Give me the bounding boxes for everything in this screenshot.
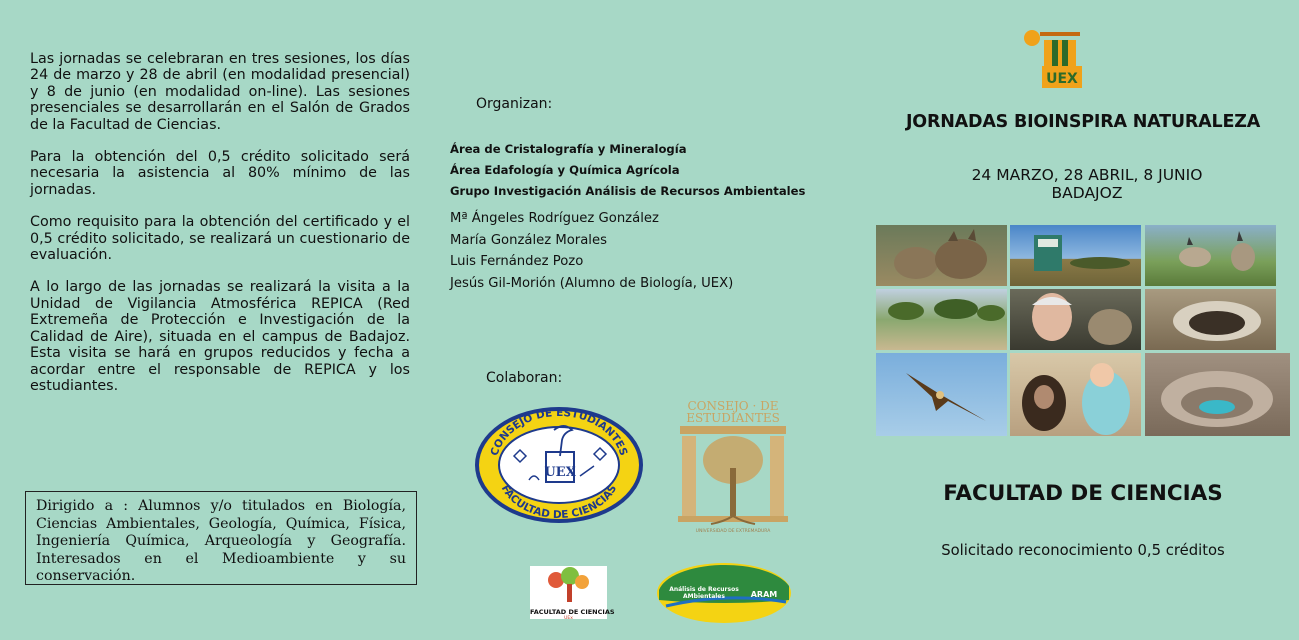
tree-icon [530,566,607,604]
organizer-area: Grupo Investigación Análisis de Recursos Ambientales [450,184,806,198]
eagle-photo [876,353,1007,436]
dates-line: 24 MARZO, 28 ABRIL, 8 JUNIO [971,166,1203,184]
chimp-icon [1010,353,1141,436]
target-audience-box: Dirigido a : Alumnos y/o titulados en Biología, Ciencias Ambientales, Geología, Química, Física, Ingeniería Química, Arqueología y Geografía. Interesados en el Medioambiente y su conservación. [25,491,417,585]
sessions-paragraph: Las jornadas se celebraran en tres sesiones, los días 24 de marzo y 28 de abril (en modalidad presencial) y 8 de junio (en modalidad on-line). Las sesiones presenciales se desarrollarán en el Salón de Grados de la Facultad de Ciencias. [30,51,410,133]
evaluation-paragraph: Como requisito para la obtención del certificado y el 0,5 crédito solicitado, se realizará un cuestionario de evaluación. [30,214,410,264]
svg-text:CONSEJO · DE: CONSEJO · DE [687,399,779,413]
dehesa-photo [876,289,1007,350]
svg-text:UEX: UEX [544,465,576,480]
wolf-icon [876,225,1007,286]
svg-text:CONSEJO DE ESTUDIANTES: CONSEJO DE ESTUDIANTES [488,406,630,458]
facultad-ciencias-logo: FACULTAD DE CIENCIAS UEx [530,566,607,619]
mine-icon [1145,353,1290,436]
visit-paragraph: A lo largo de las jornadas se realizará la visita a la Unidad de Vigilancia Atmosférica REPICA (Red Extremeña de Protección e Investigación de la Calidad de Aire), situada en el campus de Badajoz. Esta visita se hará en grupos reducidos y fecha a acordar entre el responsable de REPICA y los estudiantes. [30,279,410,394]
info-text [30,51,410,410]
trees-icon [876,289,1007,350]
hole-icon [1145,289,1276,350]
svg-text:ARAM: ARAM [750,590,778,599]
svg-text:ESTUDIANTES: ESTUDIANTES [686,411,780,425]
svg-text:FACULTAD DE CIENCIAS: FACULTAD DE CIENCIAS [498,482,620,522]
person-icon [1010,289,1141,350]
consejo-estudiantes-tree-logo [670,398,796,536]
colaboran-label: Colaboran: [486,370,563,386]
organizan-label: Organizan: [476,96,553,112]
aram-logo [656,562,792,624]
credits-note: Solicitado reconocimiento 0,5 créditos [941,542,1225,559]
lynx-photo [1145,225,1276,286]
sign-icon [1010,225,1141,286]
organizers-list [450,139,805,294]
organizer-area: Área Edafología y Química Agrícola [450,163,680,177]
organizer-person: María González Morales [450,232,607,248]
organizer-area: Área de Cristalografía y Mineralogía [450,142,687,156]
facultad-heading: FACULTAD DE CIENCIAS [943,481,1223,506]
lynx-icon [1145,225,1276,286]
park-sign-photo [1010,225,1141,286]
consejo-estudiantes-seal-logo [474,406,644,524]
sinkhole-photo [1145,289,1276,350]
event-dates [880,166,1294,202]
svg-text:UNIVERSIDAD DE EXTREMADURA: UNIVERSIDAD DE EXTREMADURA [695,529,771,534]
open-pit-mine-photo [1145,353,1290,436]
uex-logo [1022,26,1084,90]
organizer-person: Mª Ángeles Rodríguez González [450,211,659,226]
man-with-cat-photo [1010,289,1141,350]
wolves-photo [876,225,1007,286]
location-line: BADAJOZ [1051,184,1123,202]
svg-text:Análisis de Recursos: Análisis de Recursos [669,586,739,593]
attendance-paragraph: Para la obtención del 0,5 crédito solicitado será necesaria la asistencia al 80% mínimo de las jornadas. [30,149,410,198]
svg-text:AMbientales: AMbientales [683,593,725,600]
event-title: JORNADAS BIOINSPIRA NATURALEZA [905,112,1261,132]
organizer-person: Luis Fernández Pozo [450,254,584,269]
svg-text:UEX: UEX [1046,71,1078,87]
photo-grid [876,225,1290,436]
organizer-person: Jesús Gil-Morión (Alumno de Biología, UEX) [450,275,734,291]
eagle-icon [876,353,1007,436]
chimpanzee-photo [1010,353,1141,436]
